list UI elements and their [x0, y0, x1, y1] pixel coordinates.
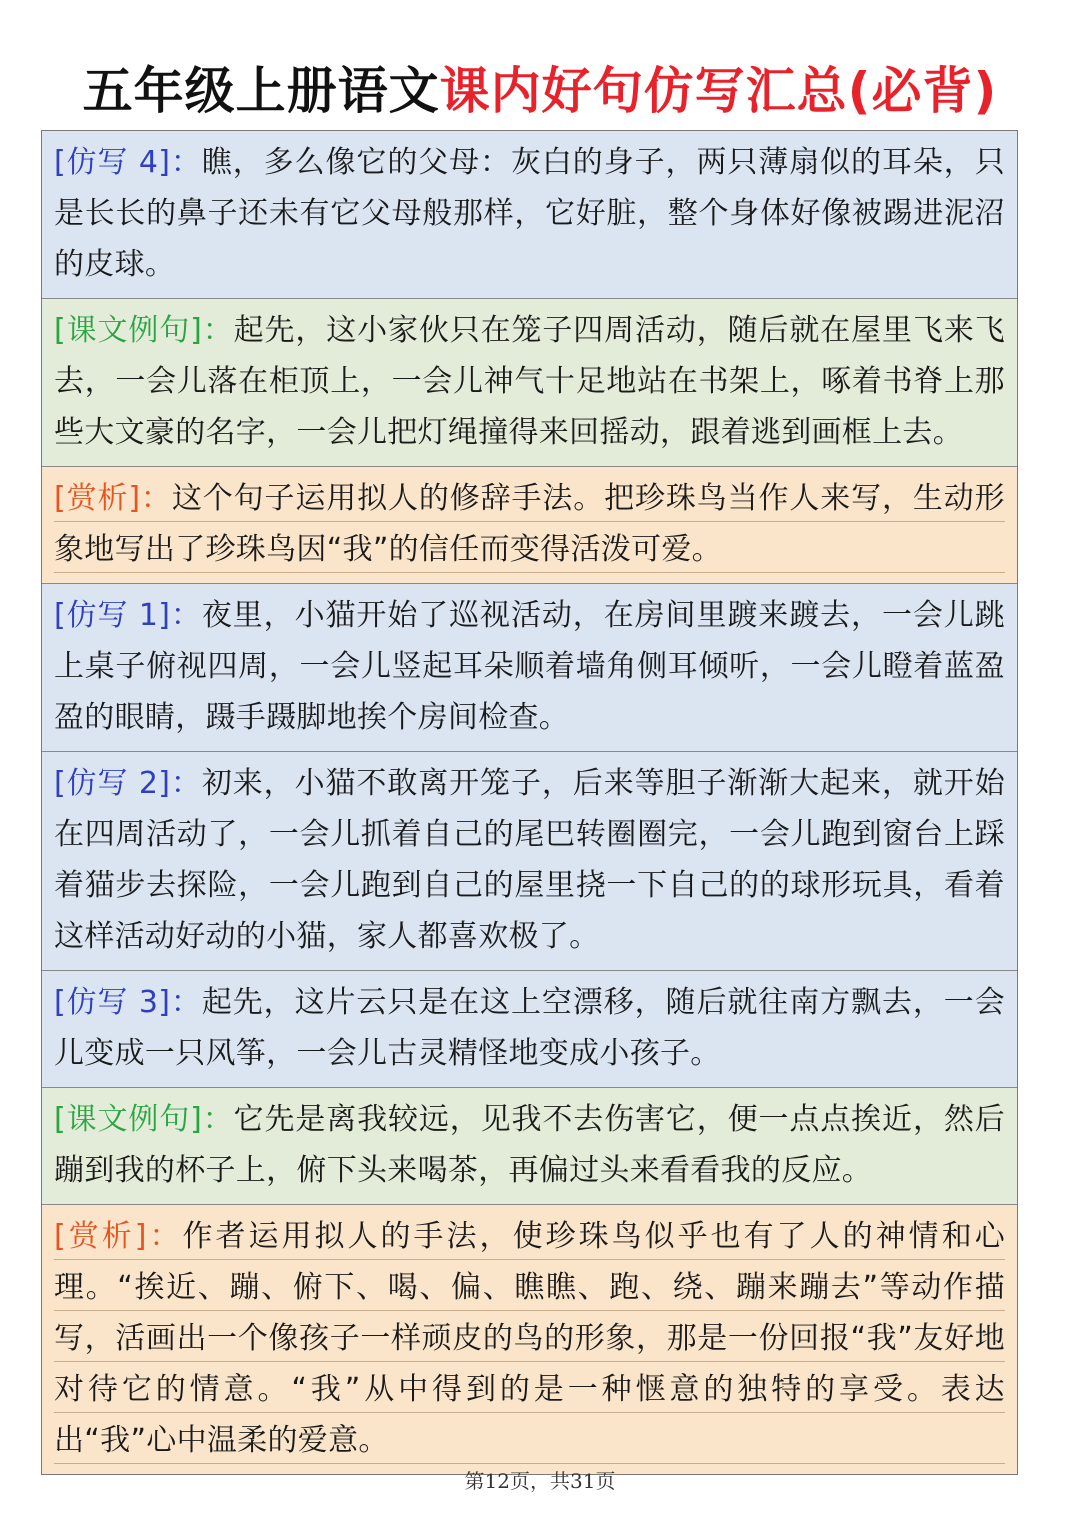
row-shangxi-1 [42, 466, 1017, 583]
row-label: [赏析]： [54, 481, 172, 516]
row-label: [赏析]： [54, 1219, 183, 1254]
row-label: [仿写 3]： [54, 985, 202, 1020]
page-number: 第12页，共31页 [464, 1469, 616, 1493]
row-fangxie-4 [42, 131, 1017, 298]
title-part-topic: 课内好句仿写汇总(必背) [439, 62, 998, 120]
row-content [54, 1094, 1005, 1196]
row-text: 初来，小猫不敢离开笼子，后来等胆子渐渐大起来，就开始在四周活动了，一会儿抓着自己的尾巴转圈圈完，一会儿跑到窗台上踩着猫步去探险，一会儿跑到自己的屋里挠一下自己的的球形玩具，看着这样活动好动的小猫，家人都喜欢极了。 [54, 766, 1005, 954]
row-shangxi-2 [42, 1204, 1017, 1474]
row-text: 夜里，小猫开始了巡视活动，在房间里踱来踱去，一会儿跳上桌子俯视四周，一会儿竖起耳朵顺着墙角侧耳倾听，一会儿瞪着蓝盈盈的眼睛，蹑手蹑脚地挨个房间检查。 [54, 598, 1005, 735]
row-label: [课文例句]： [54, 313, 234, 348]
row-content [54, 758, 1005, 962]
row-kewen-example-2 [42, 1087, 1017, 1204]
page-title [0, 58, 1080, 124]
row-text: 这个句子运用拟人的修辞手法。把珍珠鸟当作人来写，生动形象地写出了珍珠鸟因“我”的信任而变得活泼可爱。 [54, 481, 1005, 567]
row-label: [课文例句]： [54, 1102, 234, 1137]
row-kewen-example-1 [42, 298, 1017, 466]
row-content [54, 1211, 1005, 1466]
row-fangxie-2 [42, 751, 1017, 970]
row-fangxie-1 [42, 583, 1017, 751]
row-text: 起先，这小家伙只在笼子四周活动，随后就在屋里飞来飞去，一会儿落在柜顶上，一会儿神气十足地站在书架上，啄着书脊上那些大文豪的名字，一会儿把灯绳撞得来回摇动，跟着逃到画框上去。 [54, 313, 1006, 450]
row-content [54, 473, 1005, 575]
sentence-table [41, 130, 1018, 1475]
row-text: 起先，这片云只是在这上空漂移，随后就往南方飘去，一会儿变成一只风筝，一会儿古灵精怪地变成小孩子。 [54, 985, 1005, 1071]
row-content [54, 305, 1005, 458]
row-content [54, 590, 1005, 743]
row-text: 它先是离我较远，见我不去伤害它，便一点点挨近，然后蹦到我的杯子上，俯下头来喝茶，再偏过头来看看我的反应。 [54, 1102, 1006, 1188]
row-text: 作者运用拟人的手法，使珍珠鸟似乎也有了人的神情和心理。“挨近、蹦、俯下、喝、偏、瞧瞧、跑、绕、蹦来蹦去”等动作描写，活画出一个像孩子一样顽皮的鸟的形象，那是一份回报“我”友好地对待它的情意。“我”从中得到的是一种惬意的独特的享受。表达出“我”心中温柔的爱意。 [54, 1219, 1005, 1458]
row-fangxie-3 [42, 970, 1017, 1087]
row-text: 瞧，多么像它的父母：灰白的身子，两只薄扇似的耳朵，只是长长的鼻子还未有它父母般那样，它好脏，整个身体好像被踢进泥沼的皮球。 [54, 145, 1005, 282]
row-label: [仿写 1]： [54, 598, 202, 633]
row-label: [仿写 4]： [54, 145, 202, 180]
title-part-grade: 五年级上册语文 [82, 62, 440, 120]
row-label: [仿写 2]： [54, 766, 202, 801]
row-content [54, 977, 1005, 1079]
row-content [54, 137, 1005, 290]
